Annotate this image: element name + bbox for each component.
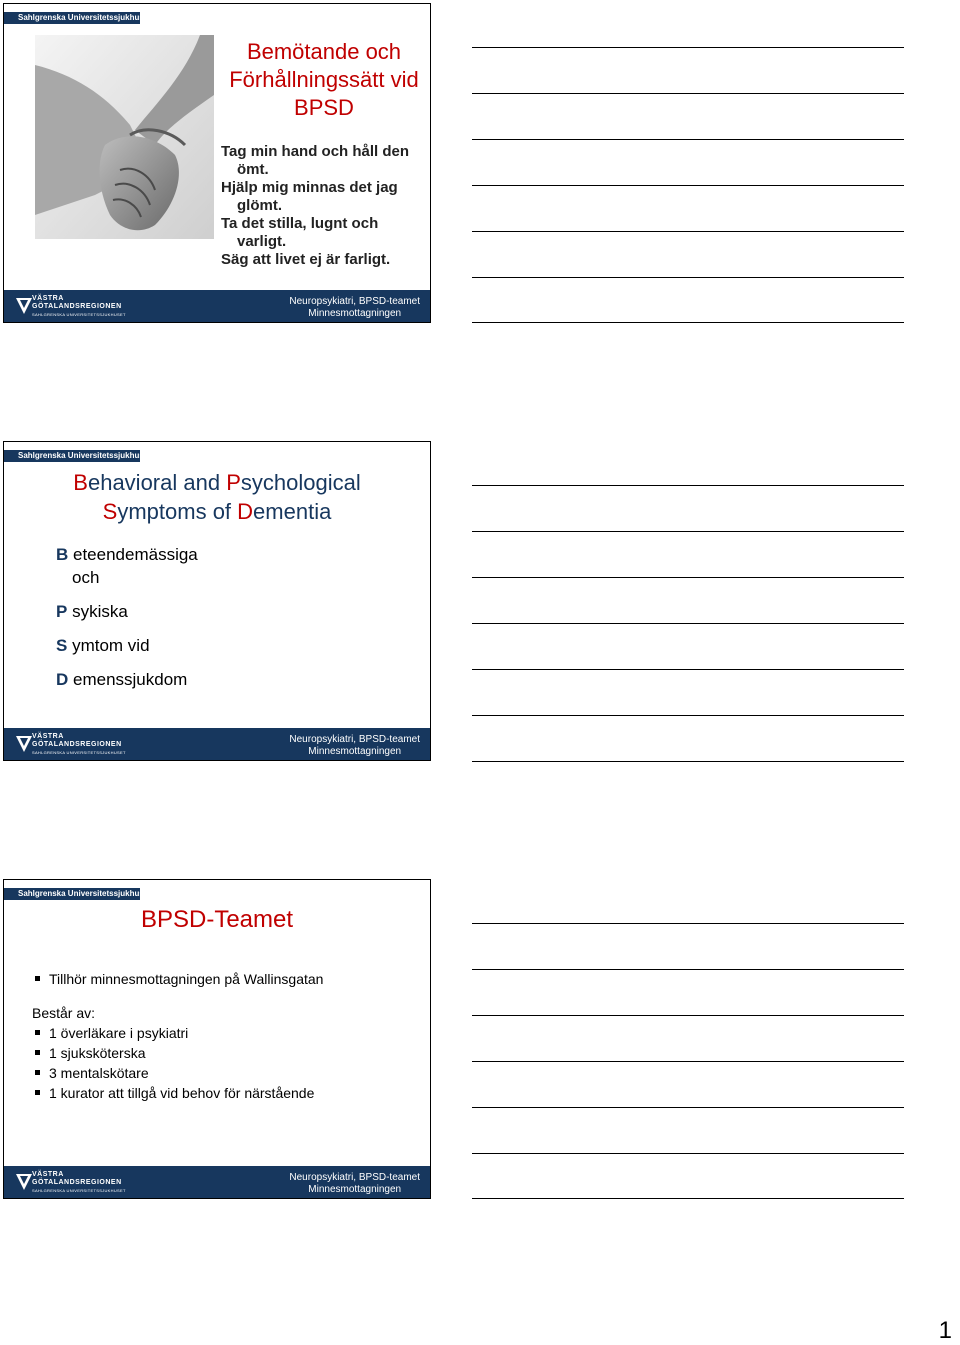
footer-text: Neuropsykiatri, BPSD-teamet Minnesmottagningen <box>289 296 420 319</box>
bpsd-acronym-list <box>56 543 198 702</box>
note-line <box>472 1015 904 1016</box>
note-line <box>472 139 904 140</box>
slide-3 <box>3 879 431 1199</box>
hospital-header-bar: Sahlgrenska Universitetssjukhuset <box>4 450 140 462</box>
note-line <box>472 93 904 94</box>
bullet-item: Tillhör minnesmottagningen på Wallinsgatan <box>32 969 323 989</box>
note-line <box>472 715 904 716</box>
note-line <box>472 923 904 924</box>
note-line <box>472 1153 904 1154</box>
team-description <box>32 969 323 1103</box>
note-line <box>472 623 904 624</box>
vgr-logo-text: VÄSTRA GÖTALANDSREGIONEN SAHLGRENSKA UNIVERSITETSSJUKHUSET <box>32 1171 126 1193</box>
slide-2-title: Behavioral and Psychological Symptoms of Dementia <box>73 470 361 524</box>
poem-line: Säg att livet ej är farligt. <box>221 251 391 268</box>
note-line <box>472 322 904 323</box>
slide-1 <box>3 3 431 323</box>
note-line <box>472 47 904 48</box>
note-line <box>472 231 904 232</box>
note-line <box>472 761 904 762</box>
bullet-item: 1 sjuksköterska <box>32 1043 323 1063</box>
vgr-logo-text: VÄSTRA GÖTALANDSREGIONEN SAHLGRENSKA UNIVERSITETSSJUKHUSET <box>32 733 126 755</box>
slide-1-title: Bemötande och Förhållningssätt vid BPSD <box>229 39 419 120</box>
note-line <box>472 1107 904 1108</box>
bullet-item: 1 kurator att tillgå vid behov för närstående <box>32 1083 323 1103</box>
note-line <box>472 1198 904 1199</box>
note-line <box>472 969 904 970</box>
note-line <box>472 577 904 578</box>
list-item: P sykiska <box>56 602 128 621</box>
hospital-header-bar: Sahlgrenska Universitetssjukhuset <box>4 12 140 24</box>
note-line <box>472 485 904 486</box>
vgr-logo-text: VÄSTRA GÖTALANDSREGIONEN SAHLGRENSKA UNIVERSITETSSJUKHUSET <box>32 295 126 317</box>
footer-bar <box>4 728 430 760</box>
sub-heading: Består av: <box>32 1005 96 1021</box>
note-line <box>472 531 904 532</box>
slide-2 <box>3 441 431 761</box>
footer-text: Neuropsykiatri, BPSD-teamet Minnesmottagningen <box>289 1172 420 1195</box>
bullet-item: 1 överläkare i psykiatri <box>32 1023 323 1043</box>
poem <box>221 143 429 269</box>
note-line <box>472 277 904 278</box>
hospital-header-bar: Sahlgrenska Universitetssjukhuset <box>4 888 140 900</box>
page-number: 1 <box>938 1317 952 1344</box>
holding-hands-photo <box>35 35 214 239</box>
note-line <box>472 669 904 670</box>
poem-line: Hjälp mig minnas det jag glömt. <box>221 179 398 214</box>
poem-line: Tag min hand och håll den ömt. <box>221 143 410 178</box>
list-item: B eteendemässiga och <box>56 545 198 587</box>
note-line <box>472 185 904 186</box>
note-line <box>472 1061 904 1062</box>
list-item: S ymtom vid <box>56 636 150 655</box>
slide-3-title: BPSD-Teamet <box>140 906 294 933</box>
bullet-item: 3 mentalskötare <box>32 1063 323 1083</box>
footer-bar <box>4 290 430 322</box>
list-item: D emenssjukdom <box>56 670 188 689</box>
footer-bar <box>4 1166 430 1198</box>
footer-text: Neuropsykiatri, BPSD-teamet Minnesmottagningen <box>289 734 420 757</box>
poem-line: Ta det stilla, lugnt och varligt. <box>221 215 379 250</box>
